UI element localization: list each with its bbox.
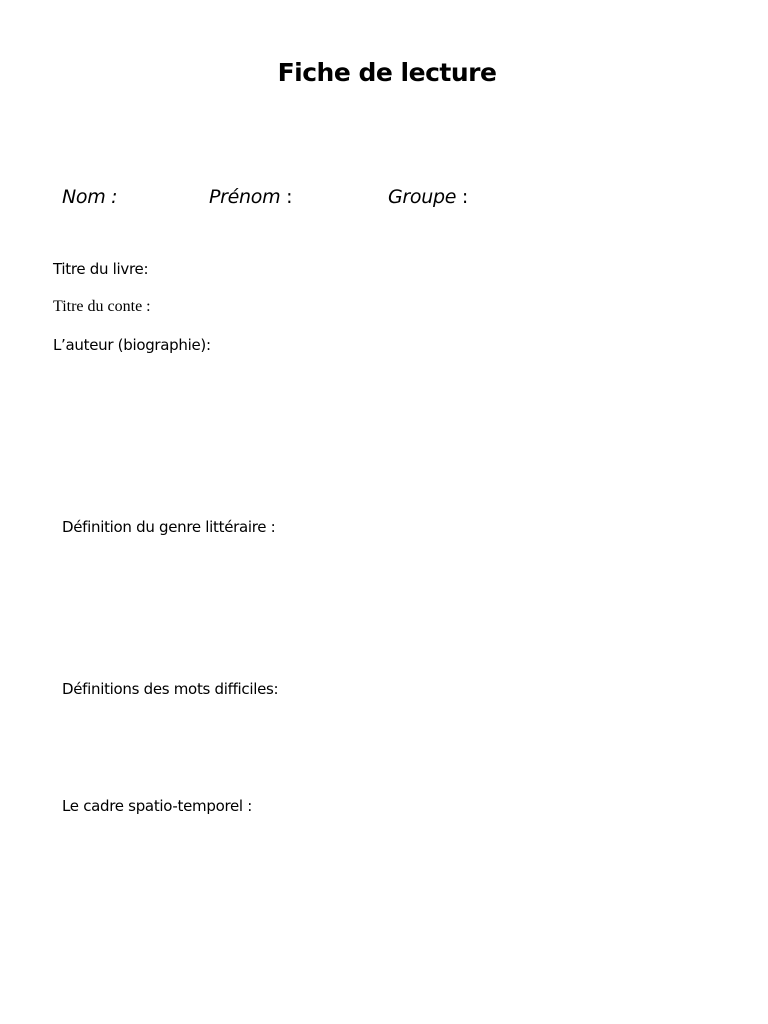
nom-label	[62, 186, 117, 208]
groupe-label-separator: :	[456, 186, 468, 208]
field-auteur: L’auteur (biographie):	[53, 336, 211, 354]
field-cadre-spatio-temporel: Le cadre spatio-temporel :	[62, 797, 253, 815]
groupe-label	[388, 186, 468, 208]
field-genre-litteraire: Définition du genre littéraire :	[62, 518, 276, 536]
field-titre-conte: Titre du conte :	[53, 298, 151, 315]
groupe-label-text: Groupe	[388, 186, 457, 208]
field-titre-livre: Titre du livre:	[53, 260, 149, 278]
prenom-label-separator: :	[280, 186, 293, 208]
prenom-label	[209, 186, 292, 208]
page-title: Fiche de lecture	[277, 58, 497, 87]
prenom-label-text: Prénom	[209, 186, 281, 208]
field-mots-difficiles: Définitions des mots difficiles:	[62, 680, 279, 698]
nom-label-text: Nom :	[62, 186, 118, 208]
